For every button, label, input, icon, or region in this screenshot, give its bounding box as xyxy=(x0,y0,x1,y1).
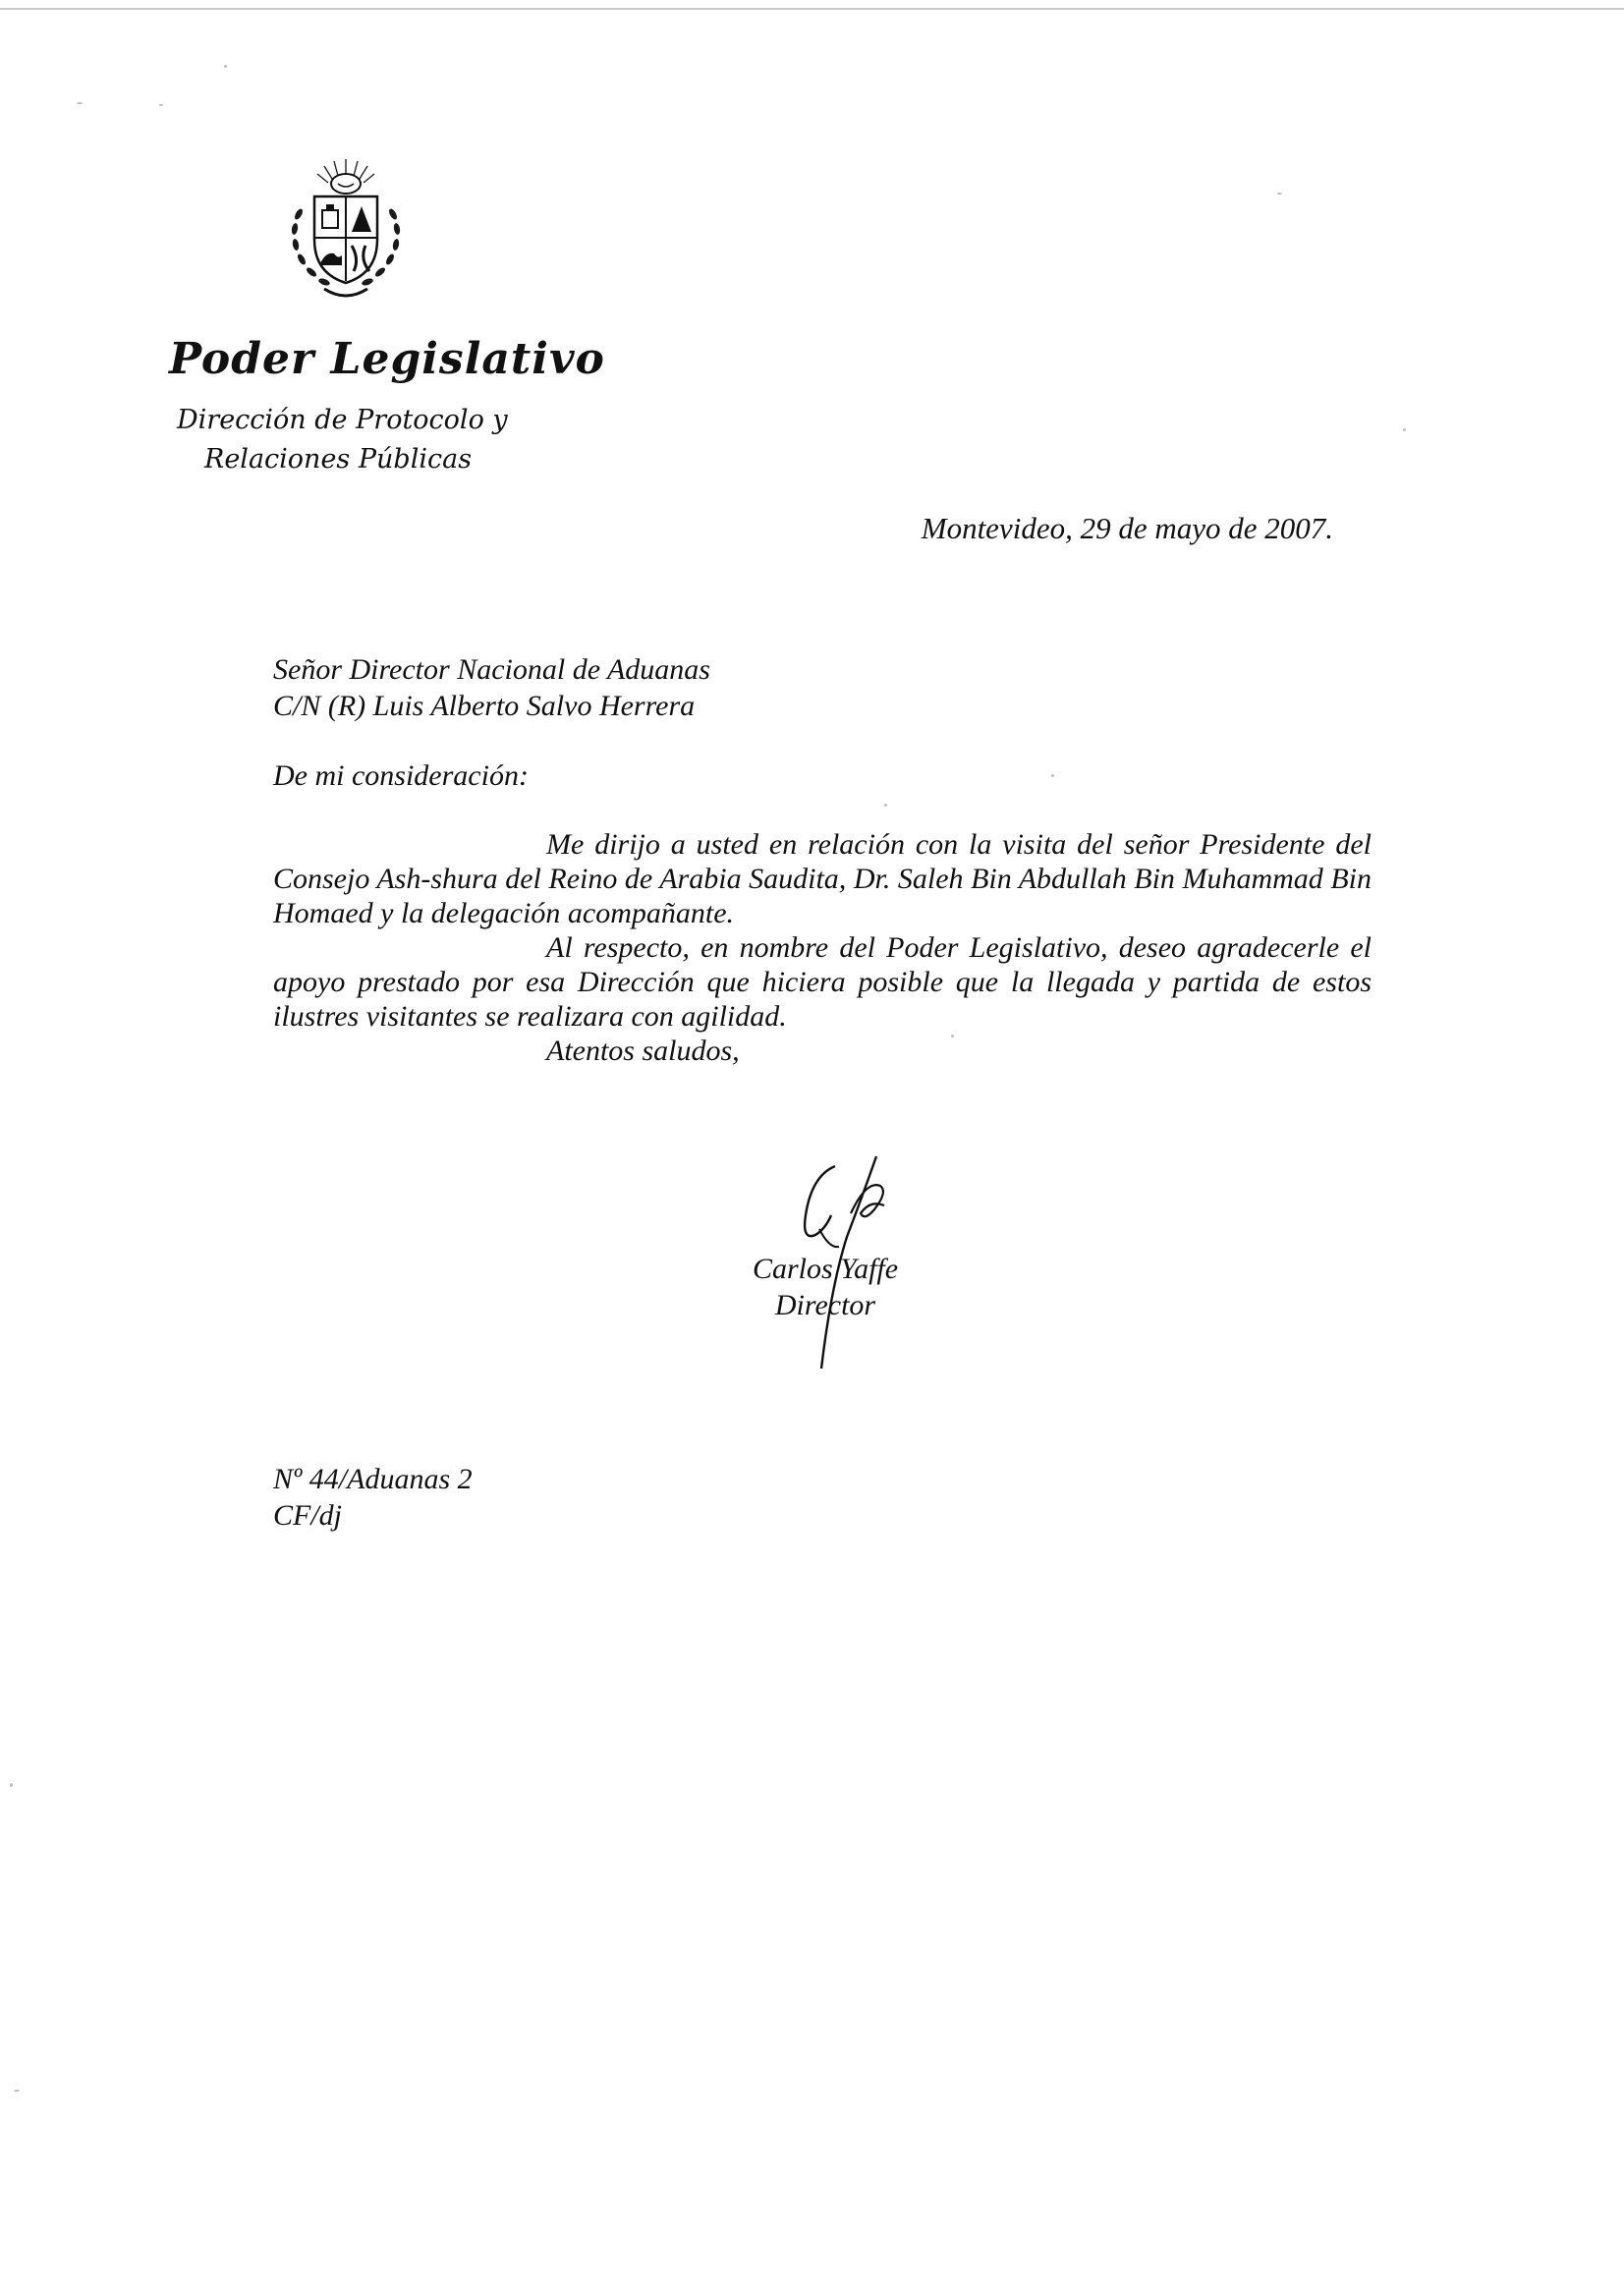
reference-initials: CF/dj xyxy=(273,1499,343,1532)
letterhead-institution: Poder Legislativo xyxy=(169,334,605,384)
page-top-edge xyxy=(0,8,1624,10)
body-paragraph: Me dirijo a usted en relación con la visita del señor Presidente del Consejo Ash-shura del Reino de Arabia Saudita, Dr. Saleh Bin Abdullah Bin Muhammad Bin Homaed y la delegación acompañante. xyxy=(273,828,1372,929)
letter-body xyxy=(273,827,1372,1068)
body-paragraph: Al respecto, en nombre del Poder Legislativo, deseo agradecerle el apoyo prestado por esa Dirección que hiciera posible que la llegada y partida de estos ilustres visitantes se realizara con agilidad. xyxy=(273,931,1372,1033)
closing-line: Atentos saludos, xyxy=(546,1035,740,1067)
letterhead-department: Dirección de Protocolo y xyxy=(177,405,508,435)
signature-block xyxy=(742,1251,909,1323)
letterhead-department-cont: Relaciones Públicas xyxy=(204,444,473,475)
salutation: De mi consideración: xyxy=(273,759,529,792)
uruguay-coat-of-arms-icon xyxy=(281,155,411,305)
recipient-name: C/N (R) Luis Alberto Salvo Herrera xyxy=(273,690,696,722)
reference-block xyxy=(273,1461,473,1534)
reference-number: Nº 44/Aduanas 2 xyxy=(273,1463,473,1495)
signer-name: Carlos Yaffe xyxy=(752,1253,899,1285)
recipient-block xyxy=(273,651,710,724)
recipient-title: Señor Director Nacional de Aduanas xyxy=(273,653,710,686)
letter-date: Montevideo, 29 de mayo de 2007. xyxy=(921,511,1333,545)
signer-title: Director xyxy=(774,1289,876,1321)
